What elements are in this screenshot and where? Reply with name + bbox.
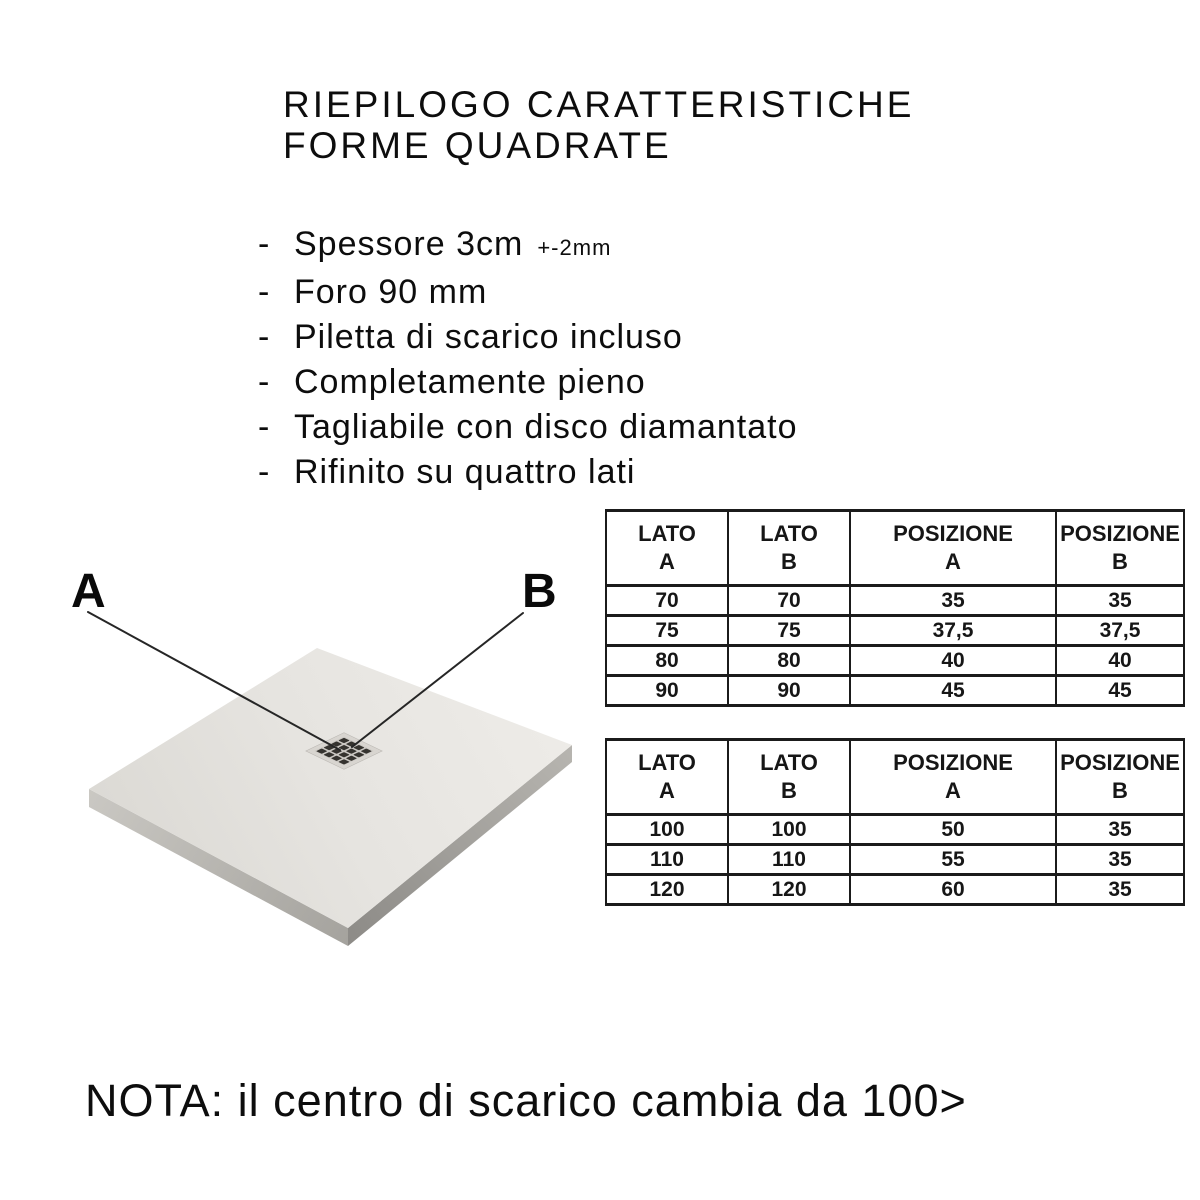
feature-item-pieno <box>258 360 798 405</box>
table-cell: 55 <box>850 845 1056 875</box>
header-line: B <box>1112 778 1128 803</box>
table-row <box>606 646 1184 676</box>
table-row <box>606 586 1184 616</box>
table-cell: 120 <box>606 875 728 905</box>
header-line: LATO <box>760 521 818 546</box>
table-cell: 120 <box>728 875 850 905</box>
table-cell: 37,5 <box>850 616 1056 646</box>
table-header-row <box>606 511 1184 586</box>
header-cell-lato-a <box>606 511 728 586</box>
table-cell: 100 <box>606 815 728 845</box>
table-cell: 110 <box>728 845 850 875</box>
page-title <box>283 84 914 166</box>
header-line: B <box>1112 549 1128 574</box>
table-cell: 40 <box>850 646 1056 676</box>
table-cell: 80 <box>606 646 728 676</box>
table-cell: 37,5 <box>1056 616 1184 646</box>
table-row <box>606 845 1184 875</box>
page-title-line2: FORME QUADRATE <box>283 125 672 166</box>
header-line: LATO <box>638 521 696 546</box>
table-cell: 35 <box>1056 845 1184 875</box>
feature-text: Tagliabile con disco diamantato <box>294 408 798 446</box>
label-b: B <box>522 565 557 618</box>
table-cell: 70 <box>606 586 728 616</box>
table-cell: 60 <box>850 875 1056 905</box>
table-cell: 80 <box>728 646 850 676</box>
table-cell: 50 <box>850 815 1056 845</box>
table-cell: 110 <box>606 845 728 875</box>
table-cell: 100 <box>728 815 850 845</box>
header-line: B <box>781 778 797 803</box>
feature-item-piletta <box>258 315 798 360</box>
table-row <box>606 875 1184 905</box>
feature-list <box>258 222 798 495</box>
tray-top-face <box>89 648 572 928</box>
header-cell-posizione-b <box>1056 740 1184 815</box>
table-cell: 35 <box>1056 815 1184 845</box>
table-cell: 45 <box>1056 676 1184 706</box>
header-cell-lato-b <box>728 740 850 815</box>
header-cell-lato-a <box>606 740 728 815</box>
size-table-large <box>605 738 1185 906</box>
header-line: B <box>781 549 797 574</box>
header-line: POSIZIONE <box>1060 750 1180 775</box>
shower-tray-illustration <box>55 550 600 960</box>
note-text: NOTA: il centro di scarico cambia da 100> <box>85 1075 967 1126</box>
header-line: POSIZIONE <box>1060 521 1180 546</box>
bullet-dash: - <box>258 363 271 401</box>
table-cell: 45 <box>850 676 1056 706</box>
page-title-line1: RIEPILOGO CARATTERISTICHE <box>283 84 915 125</box>
header-line: LATO <box>638 750 696 775</box>
table-row <box>606 616 1184 646</box>
feature-tolerance: +-2mm <box>537 235 612 260</box>
bullet-dash: - <box>258 453 271 491</box>
table-cell: 75 <box>606 616 728 646</box>
feature-item-rifinito <box>258 450 798 495</box>
table-cell: 35 <box>1056 875 1184 905</box>
header-cell-posizione-a <box>850 511 1056 586</box>
table-cell: 70 <box>728 586 850 616</box>
header-line: A <box>659 778 675 803</box>
feature-item-spessore <box>258 222 798 270</box>
table-row <box>606 676 1184 706</box>
header-line: LATO <box>760 750 818 775</box>
table-row <box>606 815 1184 845</box>
feature-item-foro <box>258 270 798 315</box>
feature-text: Foro 90 mm <box>294 273 488 311</box>
header-line: POSIZIONE <box>893 750 1013 775</box>
table-cell: 90 <box>606 676 728 706</box>
table-cell: 75 <box>728 616 850 646</box>
table-cell: 90 <box>728 676 850 706</box>
feature-item-tagliabile <box>258 405 798 450</box>
header-line: A <box>659 549 675 574</box>
table-cell: 40 <box>1056 646 1184 676</box>
table-cell: 35 <box>850 586 1056 616</box>
header-line: A <box>945 549 961 574</box>
table-cell: 35 <box>1056 586 1184 616</box>
bullet-dash: - <box>258 318 271 356</box>
header-cell-posizione-a <box>850 740 1056 815</box>
tray-body <box>89 648 572 946</box>
bullet-dash: - <box>258 408 271 446</box>
feature-text: Spessore 3cm <box>294 225 524 263</box>
feature-text: Piletta di scarico incluso <box>294 318 683 356</box>
table-header-row <box>606 740 1184 815</box>
header-cell-lato-b <box>728 511 850 586</box>
label-a: A <box>71 565 106 618</box>
bullet-dash: - <box>258 273 271 311</box>
bullet-dash: - <box>258 225 271 263</box>
header-cell-posizione-b <box>1056 511 1184 586</box>
feature-text: Rifinito su quattro lati <box>294 453 636 491</box>
feature-text: Completamente pieno <box>294 363 646 401</box>
size-table-small <box>605 509 1185 707</box>
header-line: POSIZIONE <box>893 521 1013 546</box>
header-line: A <box>945 778 961 803</box>
